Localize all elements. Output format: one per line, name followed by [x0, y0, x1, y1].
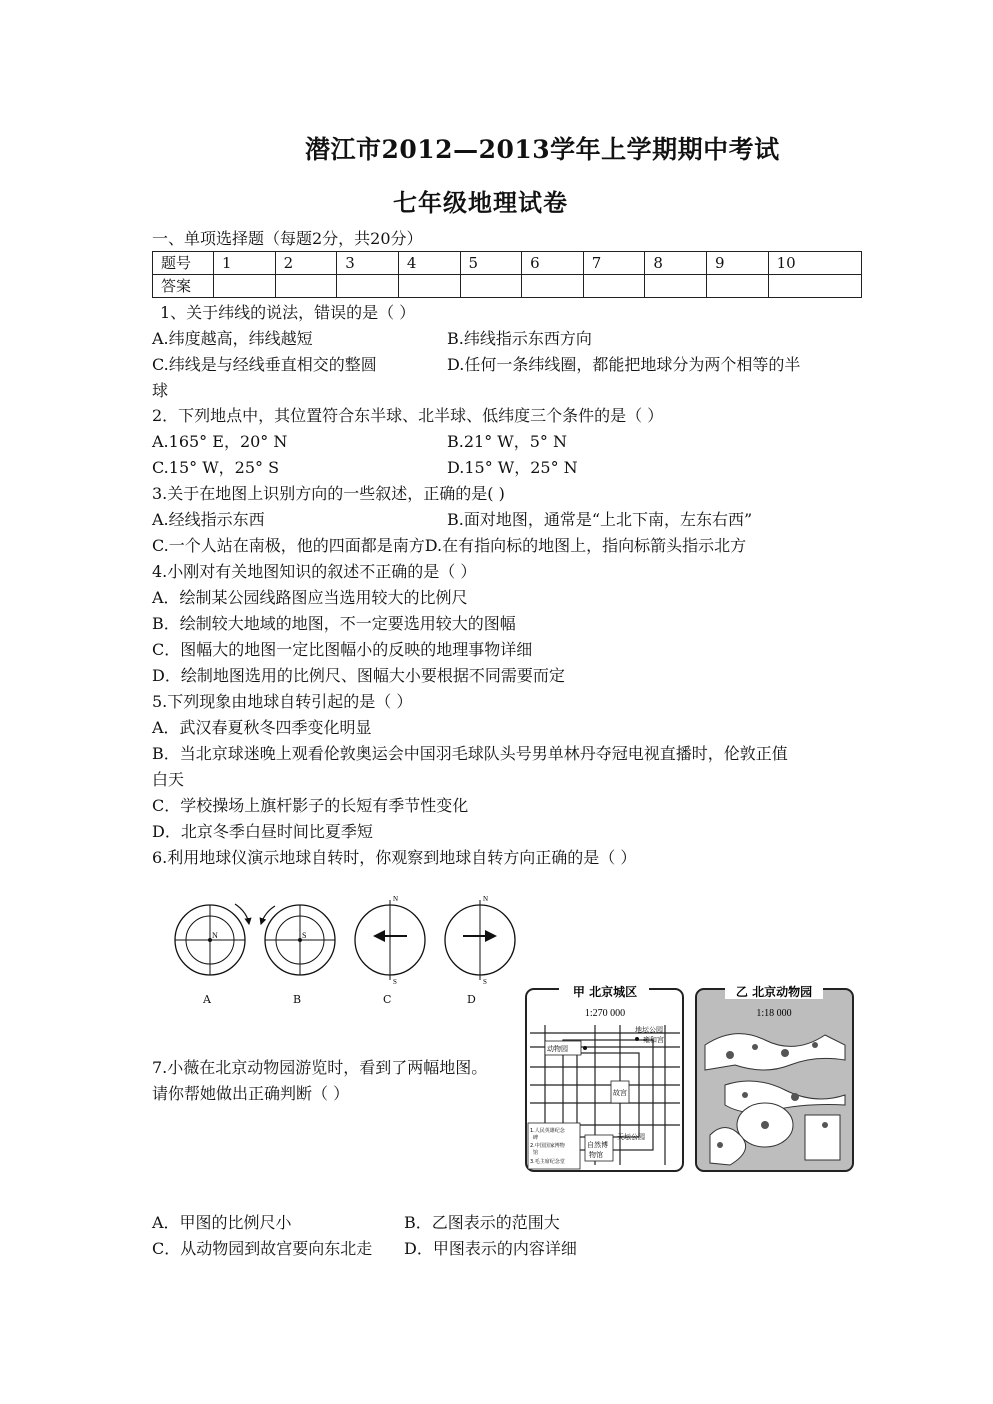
globe-d-pole-s: S — [483, 978, 487, 986]
answer-cell[interactable] — [583, 275, 645, 298]
map1-legend2b: 馆 — [533, 1150, 539, 1156]
row-label-answer: 答案 — [153, 275, 214, 298]
q7-stem-line2: 请你帮她做出正确判断（ ） — [152, 1084, 350, 1103]
q7-option-d: D．甲图表示的内容详细 — [404, 1239, 577, 1258]
map-beijing-city — [525, 985, 685, 1175]
map1-museum-label2: 物馆 — [589, 1151, 603, 1159]
table-cell: 7 — [583, 252, 645, 275]
q7-option-b: B．乙图表示的范围大 — [404, 1213, 560, 1232]
q5-option-b: B．当北京球迷晚上观看伦敦奥运会中国羽毛球队头号男单林丹夺冠电视直播时，伦敦正值 — [152, 744, 788, 763]
globe-b-center-mark: S — [302, 931, 307, 940]
q7-option-a: A．甲图的比例尺小 — [152, 1213, 292, 1232]
globe-b — [261, 905, 335, 975]
globe-label-a: A — [203, 993, 211, 1006]
exam-subtitle: 七年级地理试卷 — [393, 188, 568, 217]
q5-stem: 5.下列现象由地球自转引起的是（ ） — [152, 692, 413, 711]
answer-cell[interactable] — [645, 275, 707, 298]
table-cell: 5 — [460, 252, 522, 275]
answer-cell[interactable] — [275, 275, 337, 298]
q4-option-d: D．绘制地图选用的比例尺、图幅大小要根据不同需要而定 — [152, 666, 565, 685]
q3-option-cd: C.一个人站在南极，他的四面都是南方D.在有指向标的地图上，指向标箭头指示北方 — [152, 536, 747, 555]
globe-a-center-mark: N — [212, 931, 218, 940]
globe-d — [445, 895, 515, 986]
map2-scale: 1:18 000 — [756, 1008, 792, 1019]
globe-c-pole-n: N — [393, 895, 399, 903]
q2-option-c: C.15° W，25° S — [152, 458, 280, 477]
table-cell: 10 — [768, 252, 861, 275]
q5-option-a: A．武汉春夏秋冬四季变化明显 — [152, 718, 372, 737]
map1-legend1b: 碑 — [533, 1135, 539, 1141]
answer-cell[interactable] — [214, 275, 276, 298]
map1-scale: 1:270 000 — [584, 1008, 626, 1019]
map1-museum-label1: 自然博 — [587, 1141, 608, 1149]
map1-gugong-label: 故宫 — [613, 1089, 627, 1097]
q4-option-a: A．绘制某公园线路图应当选用较大的比例尺 — [152, 588, 468, 607]
q4-stem: 4.小刚对有关地图知识的叙述不正确的是（ ） — [152, 562, 477, 581]
map1-title: 甲 北京城区 — [572, 985, 638, 999]
q1-option-a: A.纬度越高，纬线越短 — [152, 329, 313, 348]
globe-label-d: D — [467, 993, 476, 1006]
answer-cell[interactable] — [522, 275, 584, 298]
map1-legend3: 3.毛主席纪念堂 — [530, 1159, 565, 1165]
map2-title: 乙 北京动物园 — [735, 985, 813, 999]
section-heading: 一、单项选择题（每题2分，共20分） — [152, 229, 423, 248]
q1-option-d: D.任何一条纬线圈，都能把地球分为两个相等的半 — [447, 355, 801, 374]
q3-option-b: B.面对地图，通常是“上北下南，左东右西” — [447, 510, 753, 529]
table-cell: 4 — [398, 252, 460, 275]
map1-zoo-label: 动物园 — [547, 1045, 568, 1053]
globe-c-pole-s: S — [393, 978, 397, 986]
q2-option-a: A.165° E，20° N — [152, 432, 288, 451]
answer-table — [152, 251, 862, 298]
q5-option-c: C．学校操场上旗杆影子的长短有季节性变化 — [152, 796, 469, 815]
answer-cell[interactable] — [398, 275, 460, 298]
q1-stem: 1、关于纬线的说法，错误的是（ ） — [160, 303, 416, 322]
globes-diagram — [165, 890, 525, 990]
q6-stem: 6.利用地球仪演示地球自转时，你观察到地球自转方向正确的是（ ） — [152, 848, 637, 867]
map1-ditan-label: 地坛公园 — [635, 1026, 663, 1034]
table-cell: 2 — [275, 252, 337, 275]
table-cell: 6 — [522, 252, 584, 275]
map1-tiantan-label: 天坛公园 — [617, 1133, 645, 1141]
q1-option-c: C.纬线是与经线垂直相交的整圆 — [152, 355, 377, 374]
q3-option-a: A.经线指示东西 — [152, 510, 265, 529]
map-beijing-zoo — [695, 985, 855, 1175]
q3-stem: 3.关于在地图上识别方向的一些叙述，正确的是( ) — [152, 484, 505, 503]
q7-option-c: C．从动物园到故宫要向东北走 — [152, 1239, 373, 1258]
q2-stem: 2．下列地点中，其位置符合东半球、北半球、低纬度三个条件的是（ ） — [152, 406, 664, 425]
answer-cell[interactable] — [460, 275, 522, 298]
table-cell: 1 — [214, 252, 276, 275]
q1-option-b: B.纬线指示东西方向 — [447, 329, 592, 348]
map1-legend1: 1.人民英雄纪念 — [530, 1128, 565, 1134]
globe-label-b: B — [293, 993, 302, 1006]
q7-stem-line1: 7.小薇在北京动物园游览时，看到了两幅地图。 — [152, 1058, 488, 1077]
answer-cell[interactable] — [337, 275, 399, 298]
q2-option-d: D.15° W，25° N — [447, 458, 578, 477]
q4-option-b: B．绘制较大地域的地图，不一定要选用较大的图幅 — [152, 614, 516, 633]
row-label-number: 题号 — [153, 252, 214, 275]
answer-cell[interactable] — [768, 275, 861, 298]
map1-yonghe-label: 雍和宫 — [643, 1036, 664, 1044]
q1-option-d-cont: 球 — [152, 381, 169, 400]
table-row — [153, 252, 862, 275]
globe-d-pole-n: N — [483, 895, 489, 903]
q5-option-d: D．北京冬季白昼时间比夏季短 — [152, 822, 373, 841]
q2-option-b: B.21° W，5° N — [447, 432, 568, 451]
answer-cell[interactable] — [707, 275, 769, 298]
table-cell: 8 — [645, 252, 707, 275]
table-cell: 3 — [337, 252, 399, 275]
map1-legend2: 2.中国国家博物 — [530, 1143, 565, 1149]
q4-option-c: C．图幅大的地图一定比图幅小的反映的地理事物详细 — [152, 640, 533, 659]
globe-a — [175, 904, 249, 975]
table-cell: 9 — [707, 252, 769, 275]
globe-c — [355, 895, 425, 986]
table-row — [153, 275, 862, 298]
globe-label-c: C — [383, 993, 392, 1006]
exam-title: 潜江市2012—2013学年上学期期中考试 — [305, 135, 780, 164]
q5-option-b-cont: 白天 — [152, 770, 185, 789]
